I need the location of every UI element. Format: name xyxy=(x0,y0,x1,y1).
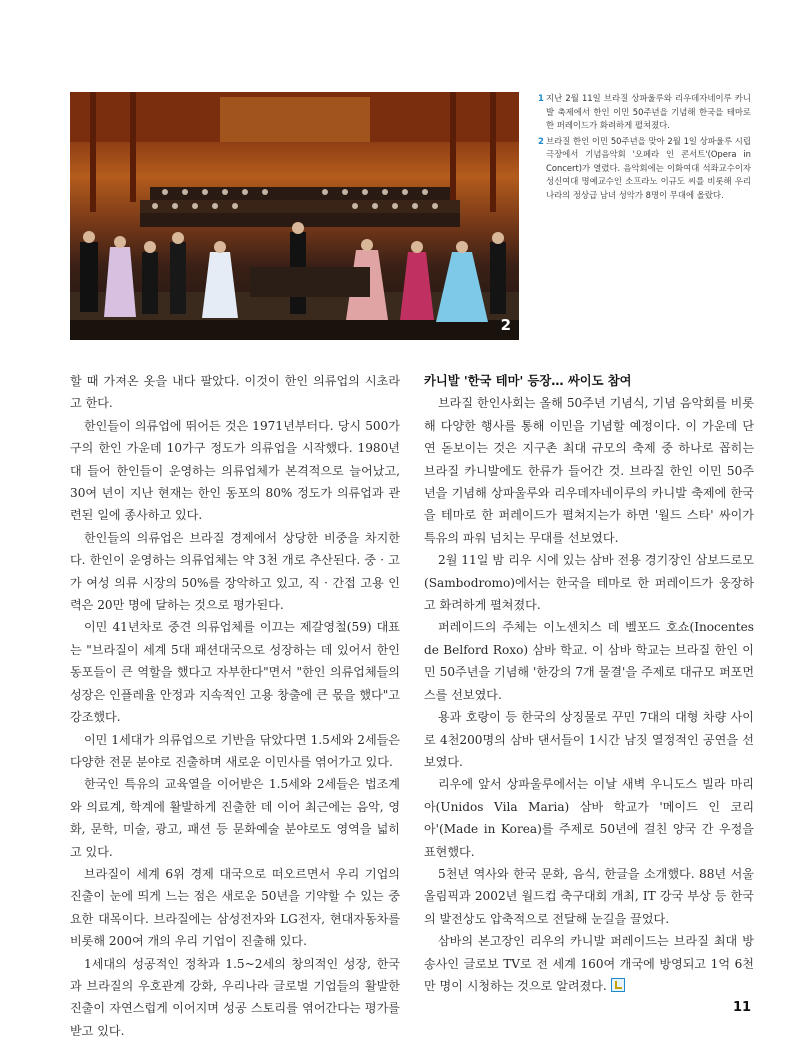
body-paragraph: 브라질이 세계 6위 경제 대국으로 떠오르면서 우리 기업의 진출이 눈에 띄게 느는 점은 새로운 50년을 기약할 수 있는 중요한 대목이다. 브라질에는 삼성전자와 LG전자, 현대자동차를 비롯해 200여 개의 우리 기업이 진출해 있다. xyxy=(70,866,400,949)
caption-item xyxy=(538,92,751,133)
body-paragraph: 용과 호랑이 등 한국의 상징물로 꾸민 7대의 대형 차량 사이로 4천200명의 삼바 댄서들이 1시간 남짓 열정적인 공연을 선보였다. xyxy=(424,710,754,769)
concert-photo xyxy=(70,92,519,340)
right-column xyxy=(424,370,754,997)
body-paragraph: 할 때 가져온 옷을 내다 팔았다. 이것이 한인 의류업의 시초라고 한다. xyxy=(70,374,400,411)
body-paragraph: 한국인 특유의 교육열을 이어받은 1.5세와 2세들은 법조계와 의료계, 학계에 활발하게 진출한 데 이어 최근에는 음악, 영화, 문학, 미술, 광고, 패션 등 문화예술 분야로도 영역을 넓히고 있다. xyxy=(70,777,400,859)
page-number: 11 xyxy=(733,1000,752,1015)
photo-number: 2 xyxy=(500,316,511,334)
article-end-icon xyxy=(611,978,625,992)
body-paragraph: 이민 41년차로 중견 의류업체를 이끄는 제갈영철(59) 대표는 "브라질이 세계 5대 패션대국으로 성장하는 데 있어서 한인 동포들이 큰 역할을 했다고 자부한다"면서 "한인 의류업체들의 성장은 인플레율 안정과 지속적인 고용 창출에 큰 몫을 했다"고 강조했다. xyxy=(70,620,400,725)
concert-stage-illustration xyxy=(70,92,519,340)
caption-number: 2 xyxy=(538,135,544,146)
photo-captions xyxy=(538,92,751,204)
body-paragraph: 리우에 앞서 상파울루에서는 이날 새벽 우니도스 빌라 마리아(Unidos Vila Maria) 삼바 학교가 '메이드 인 코리아'(Made in Korea)를 주제로 50년에 걸친 양국 간 우정을 표현했다. xyxy=(424,777,754,859)
left-column xyxy=(70,370,400,1042)
caption-number: 1 xyxy=(538,93,544,103)
body-paragraph: 5천년 역사와 한국 문화, 음식, 한글을 소개했다. 88년 서울올림픽과 2002년 월드컵 축구대회 개최, IT 강국 부상 등 한국의 발전상도 압축적으로 전달해 눈길을 끌었다. xyxy=(424,866,754,926)
body-paragraph: 2월 11일 밤 리우 시에 있는 삼바 전용 경기장인 삼보드로모(Sambodromo)에서는 한국을 테마로 한 퍼레이드가 웅장하고 화려하게 펼쳐졌다. xyxy=(424,553,754,613)
body-paragraph: 퍼레이드의 주체는 이노센치스 데 벨포드 호쇼(Inocentes de Belford Roxo) 삼바 학교. 이 삼바 학교는 브라질 한인 이민 50주년을 기념해 '한강의 7개 물결'을 주제로 대규모 퍼포먼스를 선보였다. xyxy=(424,620,754,702)
body-paragraph: 한인들의 의류업은 브라질 경제에서 상당한 비중을 차지한다. 한인이 운영하는 의류업체는 약 3천 개로 추산된다. 중 · 고가 여성 의류 시장의 50%를 장악하고 있고, 직 · 간접 고용 인력은 20만 명에 달하는 것으로 평가된다. xyxy=(70,530,400,613)
body-paragraph: 1세대의 성공적인 정착과 1.5~2세의 창의적인 성장, 한국과 브라질의 우호관계 강화, 우리나라 글로벌 기업들의 활발한 진출이 자연스럽게 이어지며 성공 스토리를 엮어간다는 평가를 받고 있다. xyxy=(70,956,400,1038)
body-paragraph: 이민 1세대가 의류업으로 기반을 닦았다면 1.5세와 2세들은 다양한 전문 분야로 진출하며 새로운 이민사를 엮어가고 있다. xyxy=(70,732,400,769)
caption-text: 브라질 한인 이민 50주년을 맞아 2월 1일 상파울루 시립극장에서 기념음악회 '오페라 인 콘서트'(Opera in Concert)가 열렸다. 음악회에는 이화여대 석좌교수이자 성신여대 명예교수인 소프라노 이규도 씨를 비롯해 우리나라의 정상급 남녀 성악가 8명이 무대에 올랐다. xyxy=(546,135,751,200)
body-paragraph: 브라질 한인사회는 올해 50주년 기념식, 기념 음악회를 비롯해 다양한 행사를 통해 이민을 기념할 예정이다. 이 가운데 단연 돋보이는 것은 지구촌 최대 규모의 축제 중 하나로 꼽히는 브라질 카니발에도 한류가 들어간 것. 브라질 한인 이민 50주년을 기념해 상파울루와 리우데자네이루의 카니발 축제에 한국을 테마로 한 퍼레이드가 펼쳐지는가 하면 '월드 스타' 싸이가 특유의 파워 넘치는 무대를 선보였다. xyxy=(424,396,754,545)
body-paragraph: 한인들이 의류업에 뛰어든 것은 1971년부터다. 당시 500가구의 한인 가운데 10가구 정도가 의류업을 시작했다. 1980년대 들어 한인들이 운영하는 의류업체가 본격적으로 늘어났고, 30여 년이 지난 현재는 한인 동포의 80% 정도가 의류업과 관련된 일에 종사하고 있다. xyxy=(70,418,400,523)
section-subheading: 카니발 '한국 테마' 등장… 싸이도 참여 xyxy=(424,374,632,388)
body-paragraph xyxy=(424,930,754,997)
final-paragraph-text: 삼바의 본고장인 리우의 카니발 퍼레이드는 브라질 최대 방송사인 글로보 TV로 전 세계 160여 개국에 방영되고 1억 6천만 명이 시청하는 것으로 알려졌다. xyxy=(424,934,754,993)
caption-text: 지난 2월 11일 브라질 상파울루와 리우데자네이루 카니발 축제에서 한인 이민 50주년을 기념해 한국을 테마로 한 퍼레이드가 화려하게 펼쳐졌다. xyxy=(546,93,751,130)
caption-item xyxy=(538,135,751,203)
